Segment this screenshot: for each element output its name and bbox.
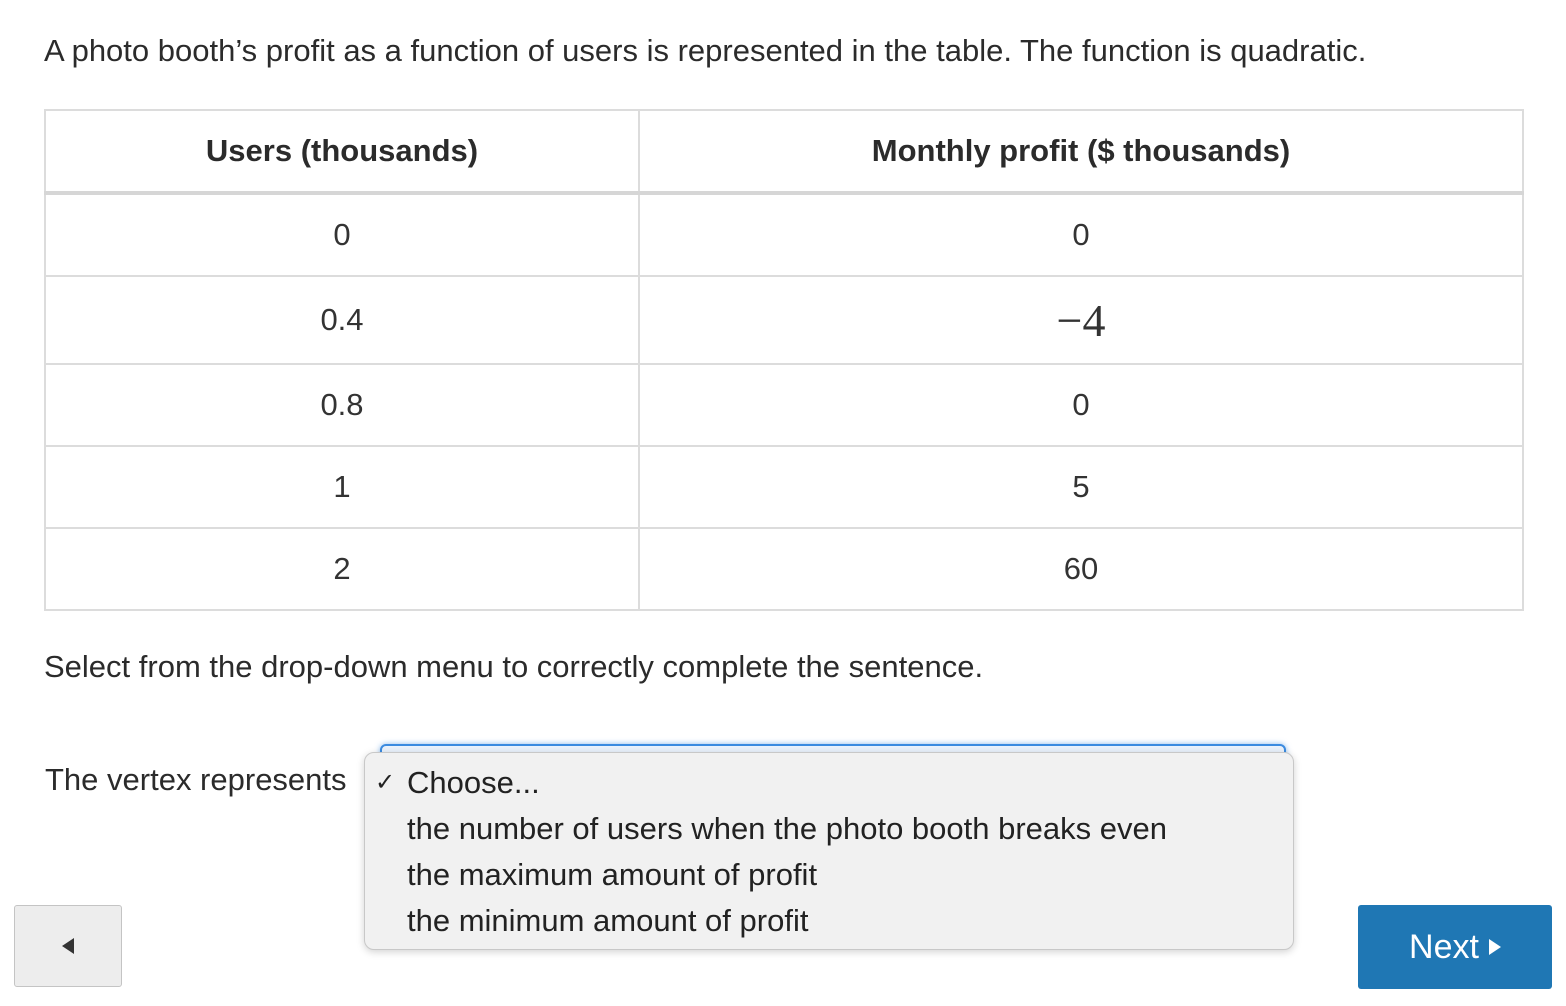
cell-profit: 0 [639,193,1523,276]
profit-table [44,109,1524,611]
table-row [45,276,1523,364]
cell-profit: 0 [639,364,1523,446]
cell-users: 1 [45,446,639,528]
table-row [45,446,1523,528]
cell-users: 0.4 [45,276,639,364]
option-label: the minimum amount of profit [407,903,809,938]
table-header-row [45,110,1523,193]
cell-profit: 5 [639,446,1523,528]
option-label: the number of users when the photo booth breaks even [407,811,1167,846]
option-choose[interactable] [365,760,1293,806]
instruction-text: Select from the drop-down menu to correctly complete the sentence. [44,649,984,684]
table-row [45,364,1523,446]
triangle-left-icon [62,938,74,954]
cell-profit: 60 [639,528,1523,610]
next-button[interactable] [1358,905,1552,989]
option-label: Choose... [407,765,540,800]
cell-users: 2 [45,528,639,610]
cell-users: 0 [45,193,639,276]
sentence-start: The vertex represents [45,762,347,797]
next-label: Next [1409,927,1479,966]
triangle-right-icon [1489,939,1501,955]
dropdown-menu [364,752,1294,950]
cell-users: 0.8 [45,364,639,446]
checkmark-icon: ✓ [375,769,396,796]
previous-button[interactable] [14,905,122,987]
option-maximum-profit[interactable] [365,852,1293,898]
header-profit: Monthly profit ($ thousands) [639,110,1523,193]
question-intro: A photo booth’s profit as a function of users is represented in the table. The function is quadratic. [44,33,1367,68]
header-users: Users (thousands) [45,110,639,193]
option-break-even[interactable] [365,806,1293,852]
table-row [45,528,1523,610]
option-minimum-profit[interactable] [365,898,1293,944]
cell-profit [639,276,1523,364]
option-label: the maximum amount of profit [407,857,818,892]
table-row [45,193,1523,276]
negative-value: −4 [1056,294,1106,346]
